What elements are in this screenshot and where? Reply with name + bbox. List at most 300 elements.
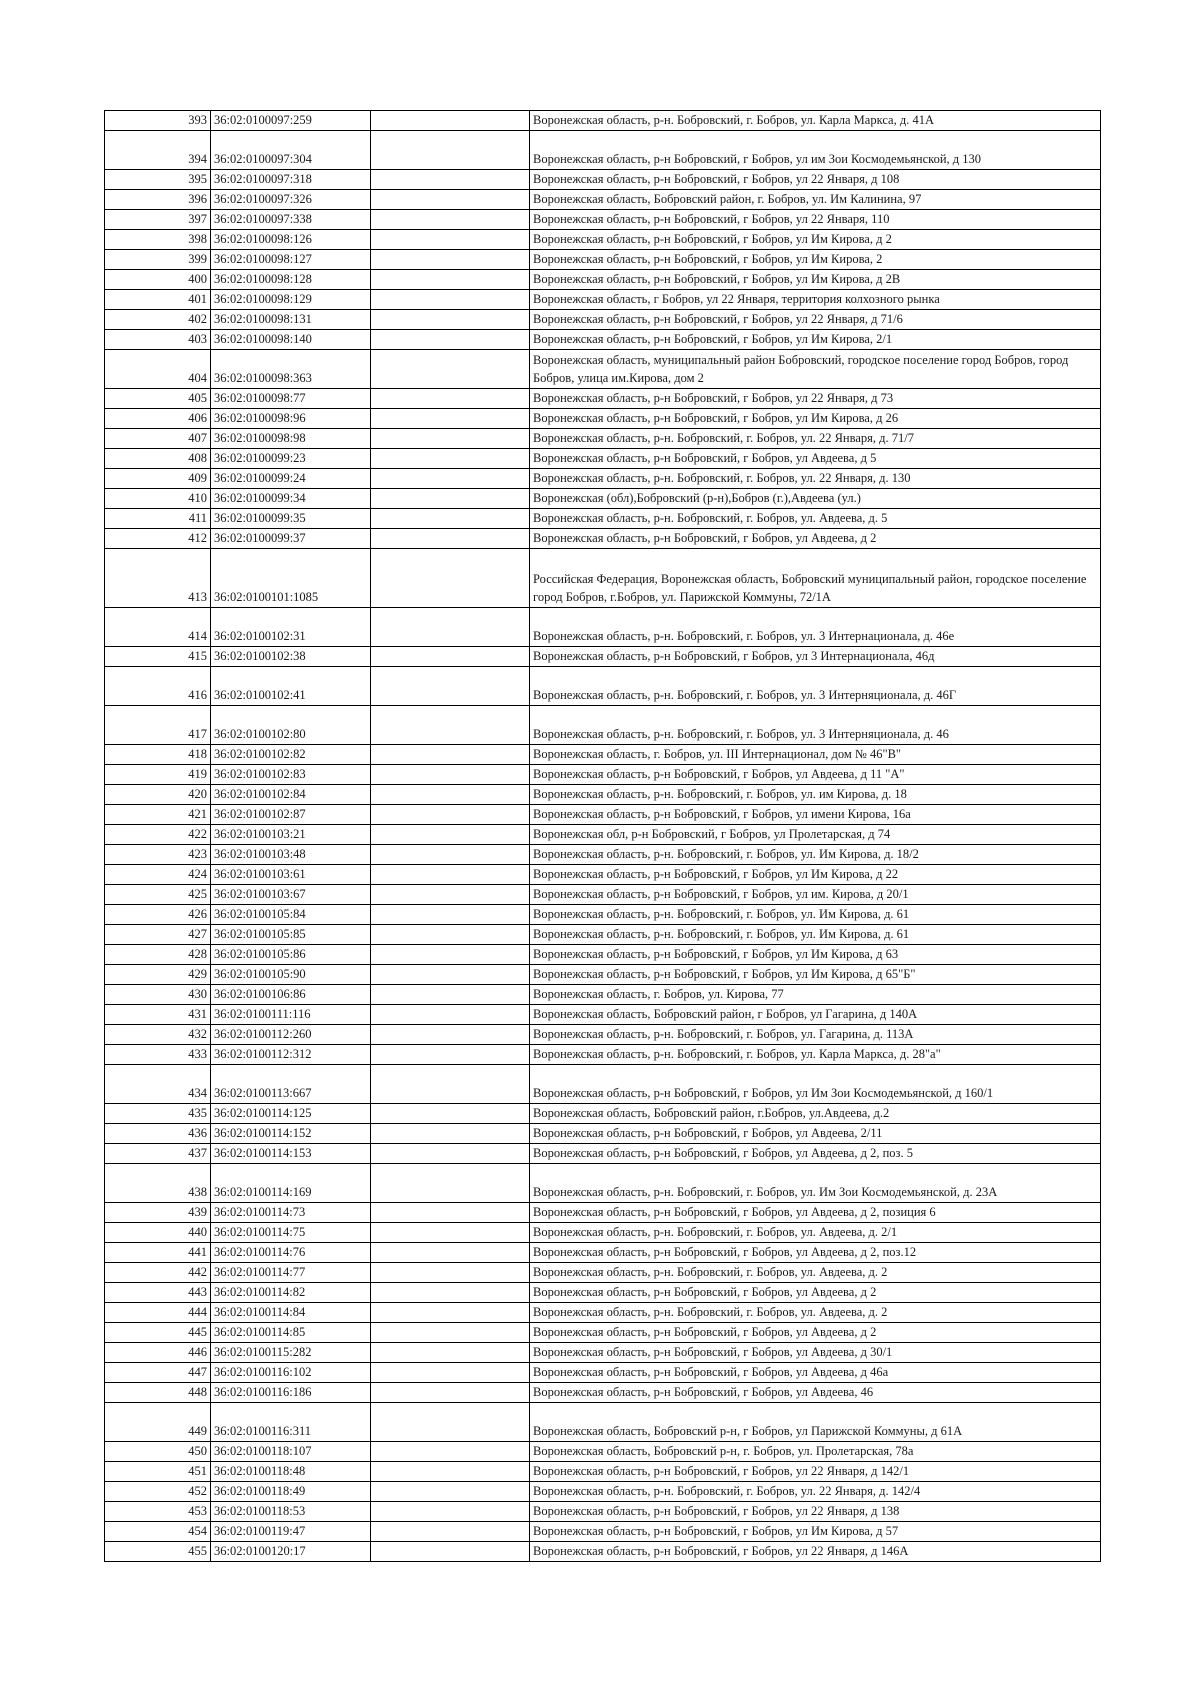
cadastral-number-cell: 36:02:0100114:125 — [211, 1104, 371, 1124]
address-cell: Воронежская область, р-н. Бобровский, г. Бобров, ул. 22 Января, д. 71/7 — [530, 429, 1101, 449]
table-row — [105, 965, 1101, 985]
table-row — [105, 1045, 1101, 1065]
table-row — [105, 785, 1101, 805]
table-row — [105, 250, 1101, 270]
row-number-cell: 454 — [105, 1522, 211, 1542]
address-cell: Воронежская область, р-н Бобровский, г Бобров, ул им. Кирова, д 20/1 — [530, 885, 1101, 905]
address-cell: Российская Федерация, Воронежская область, Бобровский муниципальный район, городское поселение город Бобров, г.Бобров, ул. Парижской Коммуны, 72/1А — [530, 549, 1101, 608]
cadastral-number-cell: 36:02:0100114:73 — [211, 1203, 371, 1223]
cadastral-number-cell: 36:02:0100098:131 — [211, 310, 371, 330]
row-number-cell: 451 — [105, 1462, 211, 1482]
row-number-cell: 394 — [105, 131, 211, 170]
table-row — [105, 1383, 1101, 1403]
cadastral-number-cell: 36:02:0100106:86 — [211, 985, 371, 1005]
cadastral-number-cell: 36:02:0100099:23 — [211, 449, 371, 469]
table-row — [105, 667, 1101, 706]
cadastral-number-cell: 36:02:0100099:34 — [211, 489, 371, 509]
address-cell: Воронежская область, р-н Бобровский, г Бобров, ул 22 Января, 110 — [530, 210, 1101, 230]
row-number-cell: 416 — [105, 667, 211, 706]
empty-cell — [371, 1065, 530, 1104]
address-cell: Воронежская область, р-н. Бобровский, г. Бобров, ул. Гагарина, д. 113А — [530, 1025, 1101, 1045]
empty-cell — [371, 170, 530, 190]
table-row — [105, 1542, 1101, 1562]
cadastral-number-cell: 36:02:0100097:259 — [211, 111, 371, 131]
row-number-cell: 431 — [105, 1005, 211, 1025]
cadastral-number-cell: 36:02:0100102:80 — [211, 706, 371, 745]
empty-cell — [371, 785, 530, 805]
cadastral-number-cell: 36:02:0100102:83 — [211, 765, 371, 785]
table-row — [105, 1263, 1101, 1283]
empty-cell — [371, 250, 530, 270]
cadastral-number-cell: 36:02:0100098:77 — [211, 389, 371, 409]
address-cell: Воронежская область, р-н. Бобровский, г. Бобров, ул. Авдеева, д. 2 — [530, 1263, 1101, 1283]
row-number-cell: 414 — [105, 608, 211, 647]
row-number-cell: 423 — [105, 845, 211, 865]
row-number-cell: 424 — [105, 865, 211, 885]
empty-cell — [371, 1263, 530, 1283]
empty-cell — [371, 825, 530, 845]
cadastral-number-cell: 36:02:0100119:47 — [211, 1522, 371, 1542]
row-number-cell: 450 — [105, 1442, 211, 1462]
empty-cell — [371, 1462, 530, 1482]
cadastral-number-cell: 36:02:0100105:90 — [211, 965, 371, 985]
address-cell: Воронежская область, р-н. Бобровский, г. Бобров, ул. 3 Интерняционала, д. 46Г — [530, 667, 1101, 706]
address-cell: Воронежская область, р-н Бобровский, г Бобров, ул Им Кирова, 2/1 — [530, 330, 1101, 350]
table-row — [105, 1482, 1101, 1502]
row-number-cell: 412 — [105, 529, 211, 549]
empty-cell — [371, 1323, 530, 1343]
address-cell: Воронежская область, Бобровский район, г Бобров, ул Гагарина, д 140А — [530, 1005, 1101, 1025]
cadastral-number-cell: 36:02:0100105:84 — [211, 905, 371, 925]
cadastral-number-cell: 36:02:0100103:48 — [211, 845, 371, 865]
row-number-cell: 400 — [105, 270, 211, 290]
table-row — [105, 330, 1101, 350]
cadastral-number-cell: 36:02:0100102:82 — [211, 745, 371, 765]
cadastral-number-cell: 36:02:0100099:35 — [211, 509, 371, 529]
address-cell: Воронежская область, р-н Бобровский, г Бобров, ул имени Кирова, 16а — [530, 805, 1101, 825]
row-number-cell: 446 — [105, 1343, 211, 1363]
row-number-cell: 411 — [105, 509, 211, 529]
cadastral-number-cell: 36:02:0100098:126 — [211, 230, 371, 250]
row-number-cell: 403 — [105, 330, 211, 350]
table-row — [105, 469, 1101, 489]
empty-cell — [371, 1104, 530, 1124]
empty-cell — [371, 745, 530, 765]
empty-cell — [371, 608, 530, 647]
address-cell: Воронежская область, р-н. Бобровский, г. Бобров, ул. Авдеева, д. 5 — [530, 509, 1101, 529]
table-row — [105, 1343, 1101, 1363]
cadastral-number-cell: 36:02:0100098:128 — [211, 270, 371, 290]
address-cell: Воронежская область, Бобровский р-н, г. Бобров, ул. Пролетарская, 78а — [530, 1442, 1101, 1462]
table-row — [105, 985, 1101, 1005]
table-row — [105, 1025, 1101, 1045]
row-number-cell: 418 — [105, 745, 211, 765]
table-row — [105, 1164, 1101, 1203]
address-cell: Воронежская область, р-н Бобровский, г Бобров, ул 22 Января, д 73 — [530, 389, 1101, 409]
address-cell: Воронежская область, р-н. Бобровский, г. Бобров, ул. Карла Маркса, д. 28"а" — [530, 1045, 1101, 1065]
table-row — [105, 170, 1101, 190]
row-number-cell: 404 — [105, 350, 211, 389]
empty-cell — [371, 706, 530, 745]
cadastral-number-cell: 36:02:0100114:82 — [211, 1283, 371, 1303]
cadastral-number-cell: 36:02:0100120:17 — [211, 1542, 371, 1562]
empty-cell — [371, 765, 530, 785]
address-cell: Воронежская область, р-н Бобровский, г Бобров, ул Им Кирова, д 57 — [530, 1522, 1101, 1542]
table-row — [105, 210, 1101, 230]
row-number-cell: 448 — [105, 1383, 211, 1403]
empty-cell — [371, 905, 530, 925]
row-number-cell: 442 — [105, 1263, 211, 1283]
row-number-cell: 447 — [105, 1363, 211, 1383]
address-cell: Воронежская область, р-н. Бобровский, г. Бобров, ул. Им Кирова, д. 61 — [530, 925, 1101, 945]
cadastral-number-cell: 36:02:0100111:116 — [211, 1005, 371, 1025]
row-number-cell: 408 — [105, 449, 211, 469]
empty-cell — [371, 449, 530, 469]
table-row — [105, 1243, 1101, 1263]
cadastral-number-cell: 36:02:0100114:169 — [211, 1164, 371, 1203]
table-row — [105, 865, 1101, 885]
address-cell: Воронежская область, Бобровский район, г. Бобров, ул. Им Калинина, 97 — [530, 190, 1101, 210]
address-cell: Воронежская область, р-н Бобровский, г Бобров, ул Авдеева, д 2 — [530, 529, 1101, 549]
row-number-cell: 435 — [105, 1104, 211, 1124]
empty-cell — [371, 845, 530, 865]
cadastral-number-cell: 36:02:0100101:1085 — [211, 549, 371, 608]
row-number-cell: 443 — [105, 1283, 211, 1303]
cadastral-number-cell: 36:02:0100102:31 — [211, 608, 371, 647]
table-row — [105, 1363, 1101, 1383]
empty-cell — [371, 1045, 530, 1065]
address-cell: Воронежская область, муниципальный район Бобровский, городское поселение город Бобров, город Бобров, улица им.Кирова, дом 2 — [530, 350, 1101, 389]
address-cell: Воронежская область, р-н. Бобровский, г. Бобров, ул. им Кирова, д. 18 — [530, 785, 1101, 805]
cadastral-number-cell: 36:02:0100114:84 — [211, 1303, 371, 1323]
table-row — [105, 647, 1101, 667]
table-row — [105, 529, 1101, 549]
table-row — [105, 1522, 1101, 1542]
address-cell: Воронежская область, р-н. Бобровский, г. Бобров, ул. Им Зои Космодемьянской, д. 23А — [530, 1164, 1101, 1203]
cadastral-number-cell: 36:02:0100103:67 — [211, 885, 371, 905]
cadastral-number-cell: 36:02:0100112:312 — [211, 1045, 371, 1065]
registry-body — [105, 111, 1101, 1562]
row-number-cell: 398 — [105, 230, 211, 250]
empty-cell — [371, 1025, 530, 1045]
table-row — [105, 350, 1101, 389]
address-cell: Воронежская область, г Бобров, ул 22 Января, территория колхозного рынка — [530, 290, 1101, 310]
cadastral-number-cell: 36:02:0100116:102 — [211, 1363, 371, 1383]
empty-cell — [371, 885, 530, 905]
table-row — [105, 845, 1101, 865]
address-cell: Воронежская область, Бобровский район, г.Бобров, ул.Авдеева, д.2 — [530, 1104, 1101, 1124]
empty-cell — [371, 1482, 530, 1502]
empty-cell — [371, 945, 530, 965]
table-row — [105, 1144, 1101, 1164]
address-cell: Воронежская область, р-н Бобровский, г Бобров, ул Им Кирова, 2 — [530, 250, 1101, 270]
row-number-cell: 427 — [105, 925, 211, 945]
empty-cell — [371, 647, 530, 667]
table-row — [105, 885, 1101, 905]
table-row — [105, 489, 1101, 509]
empty-cell — [371, 1442, 530, 1462]
registry-table — [104, 110, 1101, 1562]
table-row — [105, 765, 1101, 785]
address-cell: Воронежская область, р-н Бобровский, г Бобров, ул Авдеева, 2/11 — [530, 1124, 1101, 1144]
table-row — [105, 509, 1101, 529]
empty-cell — [371, 1502, 530, 1522]
table-row — [105, 1283, 1101, 1303]
row-number-cell: 415 — [105, 647, 211, 667]
table-row — [105, 429, 1101, 449]
empty-cell — [371, 350, 530, 389]
table-row — [105, 925, 1101, 945]
cadastral-number-cell: 36:02:0100118:49 — [211, 1482, 371, 1502]
row-number-cell: 397 — [105, 210, 211, 230]
row-number-cell: 395 — [105, 170, 211, 190]
empty-cell — [371, 865, 530, 885]
cadastral-number-cell: 36:02:0100098:98 — [211, 429, 371, 449]
row-number-cell: 441 — [105, 1243, 211, 1263]
cadastral-number-cell: 36:02:0100099:24 — [211, 469, 371, 489]
row-number-cell: 449 — [105, 1403, 211, 1442]
cadastral-number-cell: 36:02:0100118:48 — [211, 1462, 371, 1482]
table-row — [105, 449, 1101, 469]
table-row — [105, 270, 1101, 290]
row-number-cell: 436 — [105, 1124, 211, 1144]
address-cell: Воронежская область, р-н Бобровский, г Бобров, ул Авдеева, д 46а — [530, 1363, 1101, 1383]
empty-cell — [371, 409, 530, 429]
row-number-cell: 430 — [105, 985, 211, 1005]
empty-cell — [371, 1522, 530, 1542]
address-cell: Воронежская область, р-н Бобровский, г Бобров, ул 22 Января, д 138 — [530, 1502, 1101, 1522]
row-number-cell: 422 — [105, 825, 211, 845]
row-number-cell: 399 — [105, 250, 211, 270]
empty-cell — [371, 1303, 530, 1323]
empty-cell — [371, 429, 530, 449]
empty-cell — [371, 270, 530, 290]
row-number-cell: 396 — [105, 190, 211, 210]
address-cell: Воронежская область, р-н. Бобровский, г. Бобров, ул. 3 Интерняционала, д. 46 — [530, 706, 1101, 745]
address-cell: Воронежская область, р-н Бобровский, г Бобров, ул Им Кирова, д 2 — [530, 230, 1101, 250]
empty-cell — [371, 529, 530, 549]
cadastral-number-cell: 36:02:0100098:96 — [211, 409, 371, 429]
table-row — [105, 1005, 1101, 1025]
address-cell: Воронежская область, р-н. Бобровский, г. Бобров, ул. Им Кирова, д. 18/2 — [530, 845, 1101, 865]
row-number-cell: 420 — [105, 785, 211, 805]
empty-cell — [371, 985, 530, 1005]
empty-cell — [371, 509, 530, 529]
address-cell: Воронежская (обл),Бобровский (р-н),Бобров (г.),Авдеева (ул.) — [530, 489, 1101, 509]
table-row — [105, 1203, 1101, 1223]
empty-cell — [371, 489, 530, 509]
row-number-cell: 425 — [105, 885, 211, 905]
empty-cell — [371, 1343, 530, 1363]
empty-cell — [371, 1223, 530, 1243]
empty-cell — [371, 1243, 530, 1263]
address-cell: Воронежская область, р-н Бобровский, г Бобров, ул Авдеева, д 5 — [530, 449, 1101, 469]
address-cell: Воронежская область, р-н Бобровский, г Бобров, ул Авдеева, д 2, поз. 5 — [530, 1144, 1101, 1164]
table-row — [105, 745, 1101, 765]
empty-cell — [371, 925, 530, 945]
table-row — [105, 1502, 1101, 1522]
empty-cell — [371, 469, 530, 489]
cadastral-number-cell: 36:02:0100116:186 — [211, 1383, 371, 1403]
row-number-cell: 406 — [105, 409, 211, 429]
address-cell: Воронежская область, р-н. Бобровский, г. Бобров, ул. Авдеева, д. 2 — [530, 1303, 1101, 1323]
address-cell: Воронежская область, р-н. Бобровский, г. Бобров, ул. 22 Января, д. 142/4 — [530, 1482, 1101, 1502]
table-row — [105, 1462, 1101, 1482]
cadastral-number-cell: 36:02:0100114:75 — [211, 1223, 371, 1243]
row-number-cell: 417 — [105, 706, 211, 745]
empty-cell — [371, 805, 530, 825]
address-cell: Воронежская область, Бобровский р-н, г Бобров, ул Парижской Коммуны, д 61А — [530, 1403, 1101, 1442]
address-cell: Воронежская область, р-н. Бобровский, г. Бобров, ул. Авдеева, д. 2/1 — [530, 1223, 1101, 1243]
table-row — [105, 608, 1101, 647]
cadastral-number-cell: 36:02:0100098:140 — [211, 330, 371, 350]
cadastral-number-cell: 36:02:0100116:311 — [211, 1403, 371, 1442]
address-cell: Воронежская область, р-н. Бобровский, г. Бобров, ул. 3 Интернационала, д. 46е — [530, 608, 1101, 647]
empty-cell — [371, 389, 530, 409]
empty-cell — [371, 965, 530, 985]
address-cell: Воронежская область, р-н Бобровский, г Бобров, ул Им Кирова, д 26 — [530, 409, 1101, 429]
empty-cell — [371, 549, 530, 608]
cadastral-number-cell: 36:02:0100114:152 — [211, 1124, 371, 1144]
row-number-cell: 405 — [105, 389, 211, 409]
table-row — [105, 131, 1101, 170]
empty-cell — [371, 1383, 530, 1403]
row-number-cell: 409 — [105, 469, 211, 489]
table-row — [105, 825, 1101, 845]
address-cell: Воронежская область, р-н Бобровский, г Бобров, ул Им Кирова, д 65"Б" — [530, 965, 1101, 985]
row-number-cell: 432 — [105, 1025, 211, 1045]
table-row — [105, 905, 1101, 925]
table-row — [105, 945, 1101, 965]
address-cell: Воронежская область, г. Бобров, ул. III Интернационал, дом № 46"В" — [530, 745, 1101, 765]
table-row — [105, 310, 1101, 330]
cadastral-number-cell: 36:02:0100099:37 — [211, 529, 371, 549]
row-number-cell: 440 — [105, 1223, 211, 1243]
table-row — [105, 549, 1101, 608]
cadastral-number-cell: 36:02:0100098:129 — [211, 290, 371, 310]
table-row — [105, 706, 1101, 745]
empty-cell — [371, 1403, 530, 1442]
address-cell: Воронежская область, р-н Бобровский, г Бобров, ул 22 Января, д 108 — [530, 170, 1101, 190]
empty-cell — [371, 1203, 530, 1223]
empty-cell — [371, 111, 530, 131]
cadastral-number-cell: 36:02:0100102:84 — [211, 785, 371, 805]
empty-cell — [371, 131, 530, 170]
address-cell: Воронежская область, р-н Бобровский, г Бобров, ул 22 Января, д 142/1 — [530, 1462, 1101, 1482]
cadastral-number-cell: 36:02:0100102:87 — [211, 805, 371, 825]
table-row — [105, 1442, 1101, 1462]
address-cell: Воронежская область, р-н Бобровский, г Бобров, ул им Зои Космодемьянской, д 130 — [530, 131, 1101, 170]
address-cell: Воронежская область, р-н Бобровский, г Бобров, ул Авдеева, д 2 — [530, 1323, 1101, 1343]
row-number-cell: 393 — [105, 111, 211, 131]
address-cell: Воронежская область, р-н. Бобровский, г. Бобров, ул. Им Кирова, д. 61 — [530, 905, 1101, 925]
address-cell: Воронежская область, р-н Бобровский, г Бобров, ул Авдеева, д 30/1 — [530, 1343, 1101, 1363]
row-number-cell: 444 — [105, 1303, 211, 1323]
row-number-cell: 439 — [105, 1203, 211, 1223]
cadastral-number-cell: 36:02:0100118:107 — [211, 1442, 371, 1462]
address-cell: Воронежская область, г. Бобров, ул. Кирова, 77 — [530, 985, 1101, 1005]
cadastral-number-cell: 36:02:0100097:326 — [211, 190, 371, 210]
row-number-cell: 401 — [105, 290, 211, 310]
address-cell: Воронежская область, р-н Бобровский, г Бобров, ул Авдеева, 46 — [530, 1383, 1101, 1403]
empty-cell — [371, 290, 530, 310]
row-number-cell: 413 — [105, 549, 211, 608]
cadastral-number-cell: 36:02:0100102:38 — [211, 647, 371, 667]
address-cell: Воронежская область, р-н. Бобровский, г. Бобров, ул. Карла Маркса, д. 41А — [530, 111, 1101, 131]
address-cell: Воронежская область, р-н Бобровский, г Бобров, ул Авдеева, д 2, позиция 6 — [530, 1203, 1101, 1223]
empty-cell — [371, 1164, 530, 1203]
table-row — [105, 1065, 1101, 1104]
table-row — [105, 389, 1101, 409]
empty-cell — [371, 210, 530, 230]
empty-cell — [371, 1124, 530, 1144]
table-row — [105, 1323, 1101, 1343]
cadastral-number-cell: 36:02:0100114:77 — [211, 1263, 371, 1283]
row-number-cell: 421 — [105, 805, 211, 825]
empty-cell — [371, 230, 530, 250]
address-cell: Воронежская область, р-н Бобровский, г Бобров, ул Авдеева, д 11 "А" — [530, 765, 1101, 785]
address-cell: Воронежская область, р-н Бобровский, г Бобров, ул Им Кирова, д 22 — [530, 865, 1101, 885]
empty-cell — [371, 1005, 530, 1025]
cadastral-number-cell: 36:02:0100097:318 — [211, 170, 371, 190]
address-cell: Воронежская область, р-н Бобровский, г Бобров, ул 22 Января, д 71/6 — [530, 310, 1101, 330]
cadastral-number-cell: 36:02:0100114:153 — [211, 1144, 371, 1164]
cadastral-number-cell: 36:02:0100097:338 — [211, 210, 371, 230]
row-number-cell: 428 — [105, 945, 211, 965]
address-cell: Воронежская область, р-н Бобровский, г Бобров, ул Им Зои Космодемьянской, д 160/1 — [530, 1065, 1101, 1104]
address-cell: Воронежская область, р-н Бобровский, г Бобров, ул Авдеева, д 2 — [530, 1283, 1101, 1303]
empty-cell — [371, 310, 530, 330]
row-number-cell: 419 — [105, 765, 211, 785]
table-row — [105, 1303, 1101, 1323]
address-cell: Воронежская область, р-н Бобровский, г Бобров, ул Им Кирова, д 2В — [530, 270, 1101, 290]
cadastral-number-cell: 36:02:0100102:41 — [211, 667, 371, 706]
table-row — [105, 230, 1101, 250]
row-number-cell: 437 — [105, 1144, 211, 1164]
cadastral-number-cell: 36:02:0100114:76 — [211, 1243, 371, 1263]
cadastral-number-cell: 36:02:0100118:53 — [211, 1502, 371, 1522]
address-cell: Воронежская область, р-н Бобровский, г Бобров, ул Им Кирова, д 63 — [530, 945, 1101, 965]
row-number-cell: 426 — [105, 905, 211, 925]
cadastral-number-cell: 36:02:0100098:363 — [211, 350, 371, 389]
table-row — [105, 1223, 1101, 1243]
row-number-cell: 438 — [105, 1164, 211, 1203]
table-row — [105, 1124, 1101, 1144]
table-row — [105, 290, 1101, 310]
cadastral-number-cell: 36:02:0100105:85 — [211, 925, 371, 945]
empty-cell — [371, 667, 530, 706]
table-row — [105, 190, 1101, 210]
address-cell: Воронежская область, р-н Бобровский, г Бобров, ул Авдеева, д 2, поз.12 — [530, 1243, 1101, 1263]
address-cell: Воронежская область, р-н. Бобровский, г. Бобров, ул. 22 Января, д. 130 — [530, 469, 1101, 489]
empty-cell — [371, 330, 530, 350]
row-number-cell: 452 — [105, 1482, 211, 1502]
table-row — [105, 1403, 1101, 1442]
cadastral-number-cell: 36:02:0100112:260 — [211, 1025, 371, 1045]
address-cell: Воронежская область, р-н Бобровский, г Бобров, ул 22 Января, д 146А — [530, 1542, 1101, 1562]
row-number-cell: 434 — [105, 1065, 211, 1104]
cadastral-number-cell: 36:02:0100097:304 — [211, 131, 371, 170]
table-row — [105, 805, 1101, 825]
empty-cell — [371, 190, 530, 210]
address-cell: Воронежская область, р-н Бобровский, г Бобров, ул 3 Интернационала, 46д — [530, 647, 1101, 667]
empty-cell — [371, 1542, 530, 1562]
cadastral-number-cell: 36:02:0100103:21 — [211, 825, 371, 845]
row-number-cell: 455 — [105, 1542, 211, 1562]
row-number-cell: 407 — [105, 429, 211, 449]
cadastral-number-cell: 36:02:0100098:127 — [211, 250, 371, 270]
cadastral-number-cell: 36:02:0100115:282 — [211, 1343, 371, 1363]
